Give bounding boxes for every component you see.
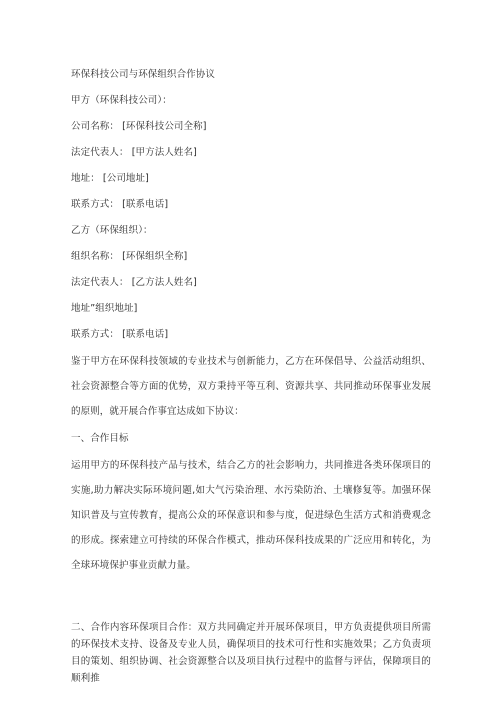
party-b-heading: 乙方（环保组织）：	[71, 225, 153, 236]
document-title: 环保科技公司与环保组织合作协议	[71, 69, 216, 80]
party-a-legal-representative: 法定代表人： [甲方法人姓名]	[71, 147, 197, 158]
party-a-address: 地址： [公司地址]	[71, 173, 149, 184]
section-2-paragraph: 二、合作内容环保项目合作：双方共同确定并开展环保项目，甲方负责提供项目所需的环保技术支持、设备及专业人员，确保项目的技术可行性和实施效果；乙方负责项目的策划、组织协调、社会资源整合以及项目执行过程中的监督与评估，保障项目的顺利推	[71, 622, 431, 684]
section-1-paragraph: 运用甲方的环保科技产品与技术，结合乙方的社会影响力，共同推进各类环保项目的实施,助力解决实际环境问题,如大气污染治理、水污染防治、土壤修复等。加强环保知识普及与宣传教育，提高公众的环保意识和参与度，促进绿色生活方式和消费观念的形成。探索建立可持续的环保合作模式，推动环保科技成果的广泛应用和转化，为全球环境保护事业贡献力量。	[71, 460, 431, 571]
party-b-legal-representative: 法定代表人： [乙方法人姓名]	[71, 277, 197, 288]
party-b-organization-name: 组织名称： [环保组织全称]	[71, 251, 188, 262]
party-a-contact: 联系方式： [联系电话]	[71, 199, 169, 210]
party-a-heading: 甲方（环保科技公司）：	[71, 95, 172, 106]
party-b-contact: 联系方式： [联系电话]	[71, 329, 169, 340]
preamble-paragraph: 鉴于甲方在环保科技领域的专业技术与创新能力，乙方在环保倡导、公益活动组织、社会资源整合等方面的优势，双方秉持平等互利、资源共享、共同推动环保事业发展的原则，就开展合作事宜达成如下协议：	[71, 356, 431, 417]
party-b-address: 地址”组织地址]	[71, 303, 138, 314]
section-1-heading: 一、合作目标	[71, 433, 129, 444]
party-a-company-name: 公司名称： [环保科技公司全称]	[71, 121, 207, 132]
